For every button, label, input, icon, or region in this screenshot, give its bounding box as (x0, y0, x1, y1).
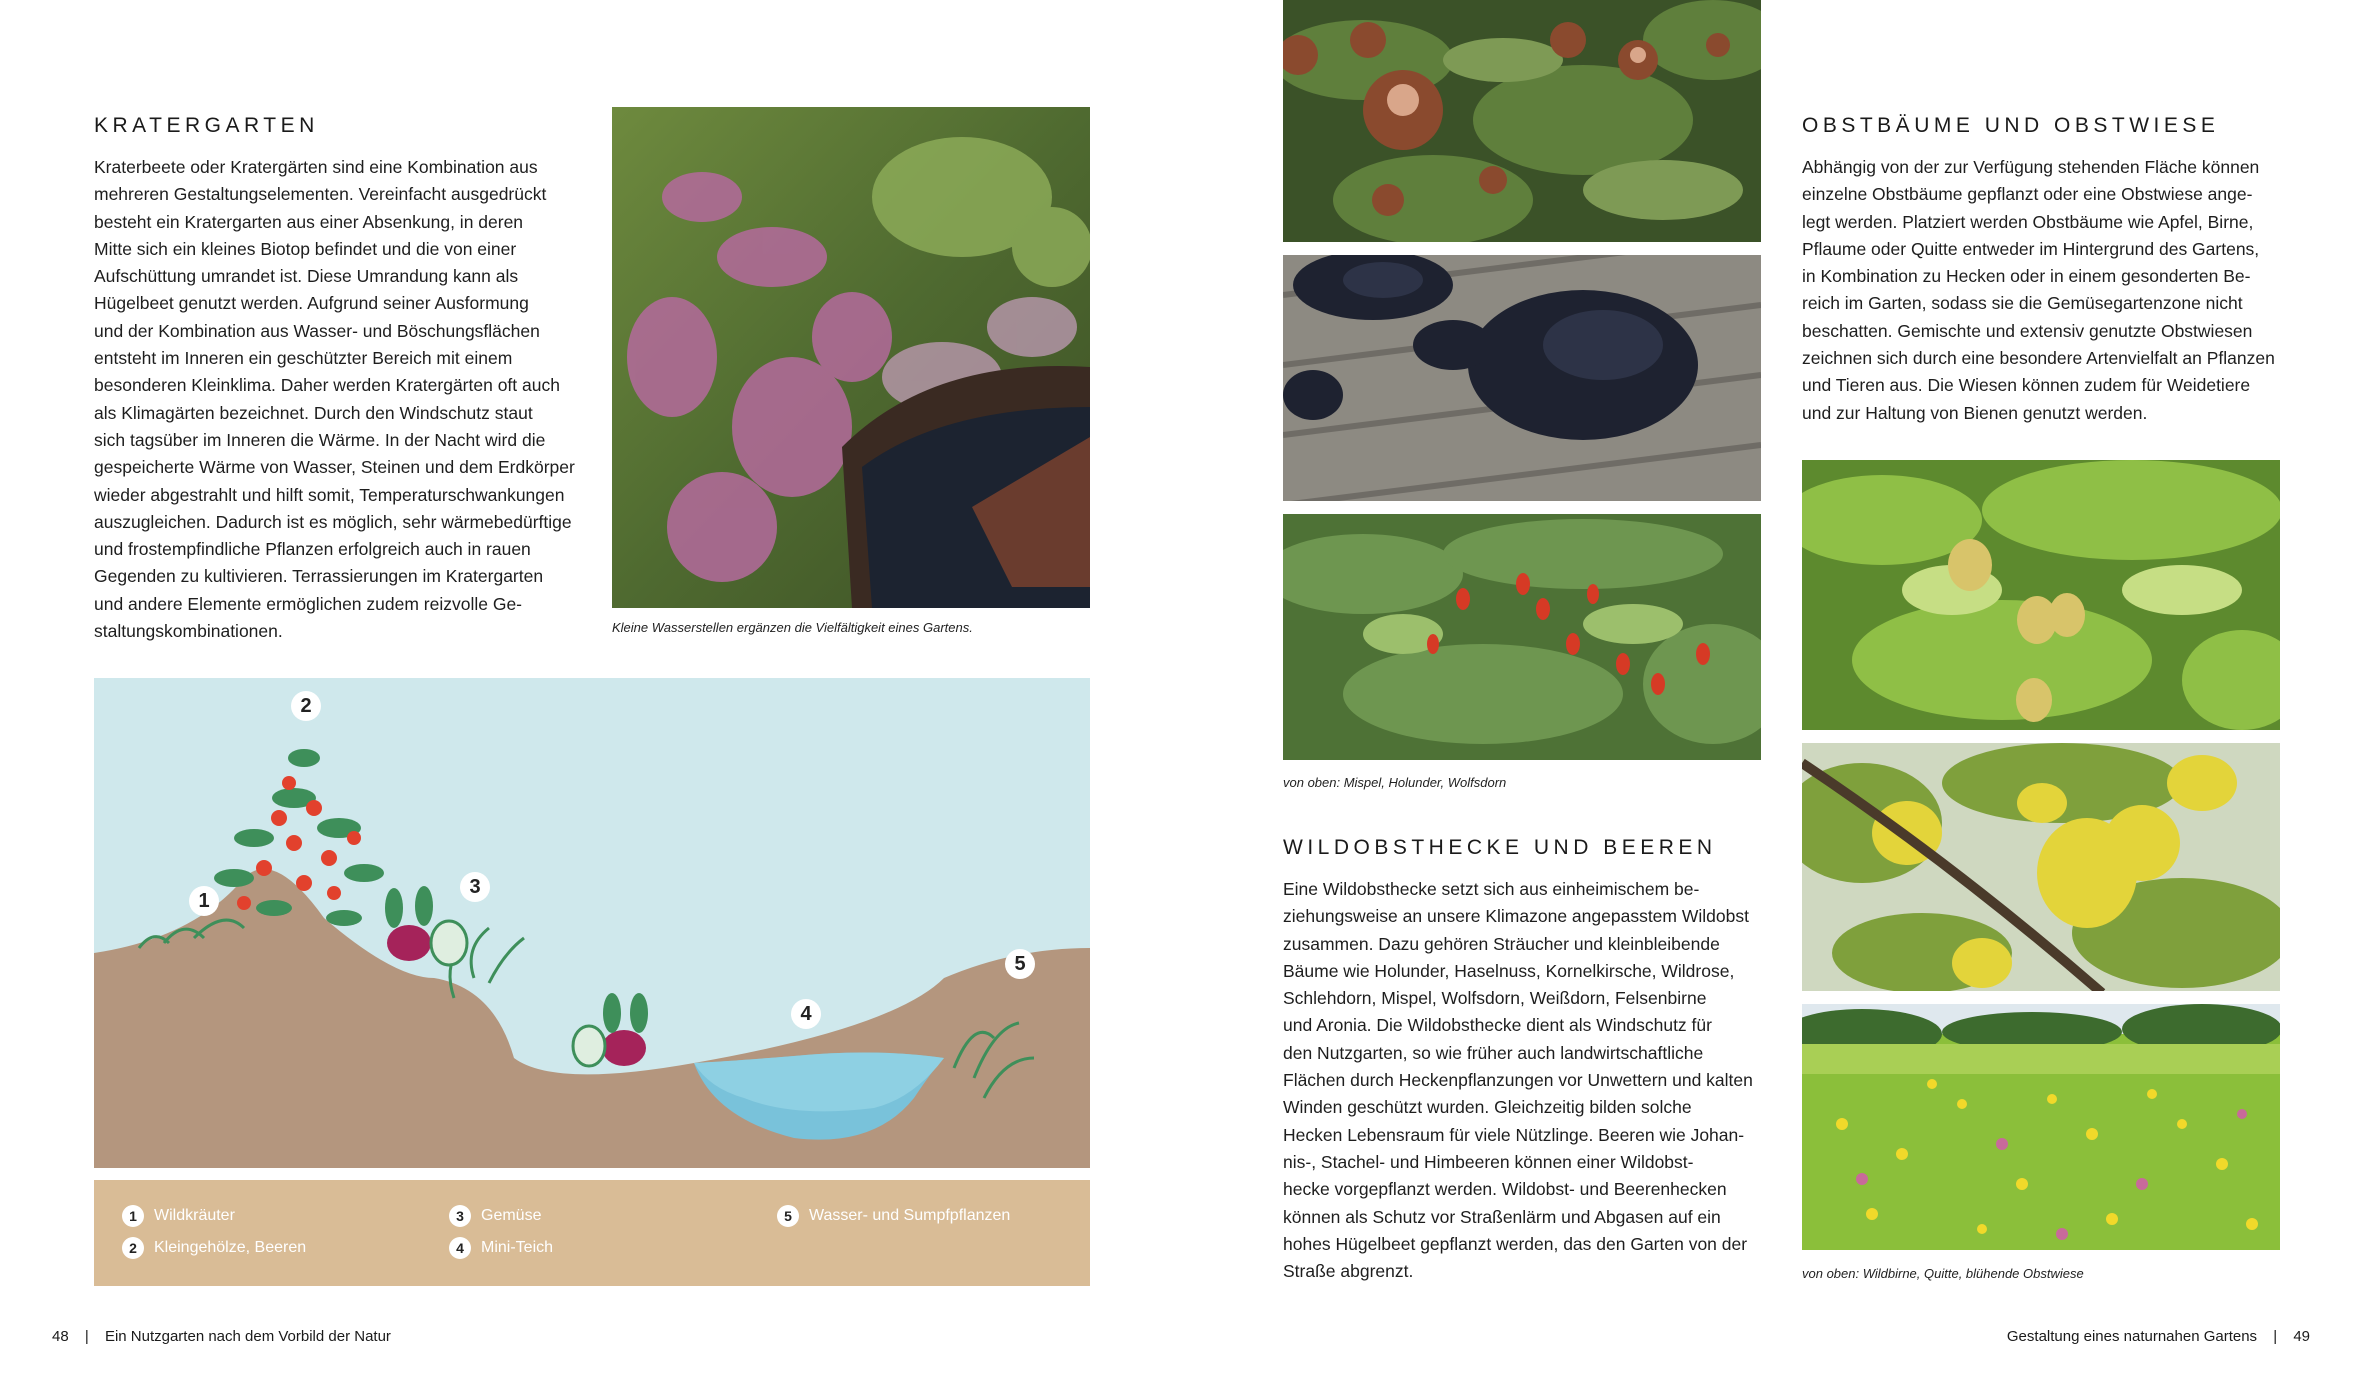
body-line: Flächen durch Heckenpflanzungen vor Unwettern und kalten (1283, 1070, 1753, 1091)
legend-label: Wasser- und Sumpfpflanzen (809, 1207, 1011, 1224)
body-line: Schlehdorn, Mispel, Wolfsdorn, Weißdorn, Felsenbirne (1283, 988, 1707, 1009)
body-line: Eine Wildobsthecke setzt sich aus einheimischem be- (1283, 879, 1700, 899)
body-line: können als Schutz vor Straßenlärm und Abgasen auf ein (1283, 1206, 1721, 1227)
body-line: und der Kombination aus Wasser- und Böschungsflächen (94, 320, 540, 341)
footer-divider: | (2273, 1328, 2278, 1345)
page-number-right: 49 (2293, 1328, 2310, 1345)
legend-item-2 (122, 1237, 306, 1259)
kratergarten-body (94, 154, 594, 645)
footer-left (52, 1328, 391, 1345)
wild-pear-photo (1802, 460, 2280, 730)
body-line: und frostempfindliche Pflanzen erfolgreich auch in rauen (94, 539, 531, 560)
body-line: Gegenden zu kultivieren. Terrassierungen im Kratergarten (94, 566, 544, 587)
body-line: wieder abgestrahlt und hilft somit, Temperaturschwankungen (94, 484, 565, 505)
legend-number: 2 (122, 1237, 144, 1259)
legend-item-5 (777, 1205, 1010, 1227)
obstbaeume-body (1802, 154, 2292, 427)
footer-right (2007, 1328, 2310, 1345)
body-line: und Aronia. Die Wildobsthecke dient als Windschutz für (1283, 1015, 1712, 1036)
body-line: Abhängig von der zur Verfügung stehenden Fläche können (1802, 157, 2260, 177)
legend-number: 5 (777, 1205, 799, 1227)
body-line: hohes Hügelbeet gepflanzt werden, das den Garten von der (1283, 1233, 1748, 1254)
body-line: Hecken Lebensraum für viele Nützlinge. Beeren wie Johan- (1283, 1124, 1745, 1145)
body-line: entsteht im Inneren ein geschützter Bereich mit einem (94, 348, 513, 369)
body-line: und andere Elemente ermöglichen zudem reizvolle Ge- (94, 593, 523, 614)
diagram-label-1: 1 (189, 886, 219, 916)
legend-number: 1 (122, 1205, 144, 1227)
body-line: beschatten. Gemischte und extensiv genutzte Obstwiesen (1802, 320, 2253, 341)
legend-item-4 (449, 1237, 553, 1259)
body-line: und zur Haltung von Bienen genutzt werden. (1802, 402, 2148, 423)
body-line: legt werden. Platziert werden Obstbäume wie Apfel, Birne, (1802, 211, 2254, 232)
body-line: Kraterbeete oder Kratergärten sind eine Kombination aus (94, 157, 538, 177)
elderberry-photo (1283, 255, 1761, 501)
body-line: den Nutzgarten, so wie früher auch landwirtschaftliche (1283, 1042, 1704, 1063)
diagram-legend (94, 1180, 1090, 1286)
legend-number: 3 (449, 1205, 471, 1227)
legend-label: Wildkräuter (154, 1207, 235, 1224)
crater-photo-caption: Kleine Wasserstellen ergänzen die Vielfältigkeit eines Gartens. (612, 620, 973, 635)
body-line: Pflaume oder Quitte entweder im Hintergrund des Gartens, (1802, 238, 2260, 259)
body-line: Straße abgrenzt. (1283, 1261, 1414, 1282)
body-line: hecke vorgepflanzt werden. Wildobst- und Beerenhecken (1283, 1179, 1727, 1200)
body-line: Aufschüttung umrandet ist. Diese Umrandung kann als (94, 266, 519, 287)
wildobsthecke-heading: WILDOBSTHECKE UND BEEREN (1283, 836, 1717, 859)
body-line: besteht ein Kratergarten aus einer Absenkung, in deren (94, 211, 524, 232)
footer-title-right: Gestaltung eines naturnahen Gartens (2006, 1328, 2258, 1345)
body-line: ziehungsweise an unsere Klimazone angepasstem Wildobst (1283, 906, 1749, 927)
body-line: reich im Garten, sodass sie die Gemüsegartenzone nicht (1802, 293, 2243, 314)
obstbaeume-heading: OBSTBÄUME UND OBSTWIESE (1802, 114, 2220, 137)
footer-title-left: Ein Nutzgarten nach dem Vorbild der Natur (104, 1328, 391, 1345)
body-line: Bäume wie Holunder, Haselnuss, Kornelkirsche, Wildrose, (1283, 960, 1735, 981)
legend-label: Mini-Teich (481, 1239, 554, 1256)
diagram-label-4: 4 (791, 999, 821, 1029)
page-number-left: 48 (52, 1328, 69, 1345)
crater-garden-photo (612, 107, 1090, 608)
diagram-label-5: 5 (1005, 949, 1035, 979)
body-line: auszugleichen. Dadurch ist es möglich, sehr wärmebedürftige (94, 511, 572, 532)
body-line: Hügelbeet genutzt werden. Aufgrund seiner Ausformung (94, 293, 529, 314)
body-line: besonderen Kleinklima. Daher werden Kratergärten oft auch (94, 375, 560, 396)
body-line: staltungskombinationen. (94, 621, 283, 642)
body-line: gespeicherte Wärme von Wasser, Steinen und dem Erdkörper (94, 457, 575, 478)
body-line: Winden geschützt wurden. Gleichzeitig bilden solche (1283, 1097, 1692, 1118)
body-line: sich tagsüber im Inneren die Wärme. In der Nacht wird die (94, 429, 546, 450)
body-line: als Klimagärten bezeichnet. Durch den Windschutz staut (94, 402, 533, 423)
medlar-photo (1283, 0, 1761, 242)
body-line: einzelne Obstbäume gepflanzt oder eine Obstwiese ange- (1802, 184, 2253, 205)
kratergarten-heading: KRATERGARTEN (94, 114, 319, 137)
legend-label: Kleingehölze, Beeren (154, 1239, 307, 1256)
goji-photo (1283, 514, 1761, 760)
footer-divider: | (84, 1328, 89, 1345)
quince-photo (1802, 743, 2280, 991)
crater-garden-diagram (94, 678, 1090, 1168)
trees-photo-caption: von oben: Wildbirne, Quitte, blühende Obstwiese (1802, 1266, 2084, 1281)
diagram-label-2: 2 (291, 691, 321, 721)
legend-item-3 (449, 1205, 541, 1227)
body-line: nis-, Stachel- und Himbeeren können einer Wildobst- (1283, 1151, 1694, 1172)
body-line: zeichnen sich durch eine besondere Artenvielfalt an Pflanzen (1802, 348, 2275, 369)
body-line: mehreren Gestaltungselementen. Vereinfacht ausgedrückt (94, 184, 547, 205)
body-line: zusammen. Dazu gehören Sträucher und kleinbleibende (1283, 933, 1720, 954)
body-line: in Kombination zu Hecken oder in einem gesonderten Be- (1802, 266, 2251, 287)
meadow-photo (1802, 1004, 2280, 1250)
berries-photo-caption: von oben: Mispel, Holunder, Wolfsdorn (1283, 775, 1507, 790)
diagram-label-3: 3 (460, 872, 490, 902)
body-line: und Tieren aus. Die Wiesen können zudem für Weidetiere (1802, 375, 2251, 396)
wildobsthecke-body (1283, 876, 1773, 1285)
legend-number: 4 (449, 1237, 471, 1259)
legend-label: Gemüse (481, 1207, 542, 1224)
body-line: Mitte sich ein kleines Biotop befindet und die von einer (94, 238, 517, 259)
legend-item-1 (122, 1205, 235, 1227)
